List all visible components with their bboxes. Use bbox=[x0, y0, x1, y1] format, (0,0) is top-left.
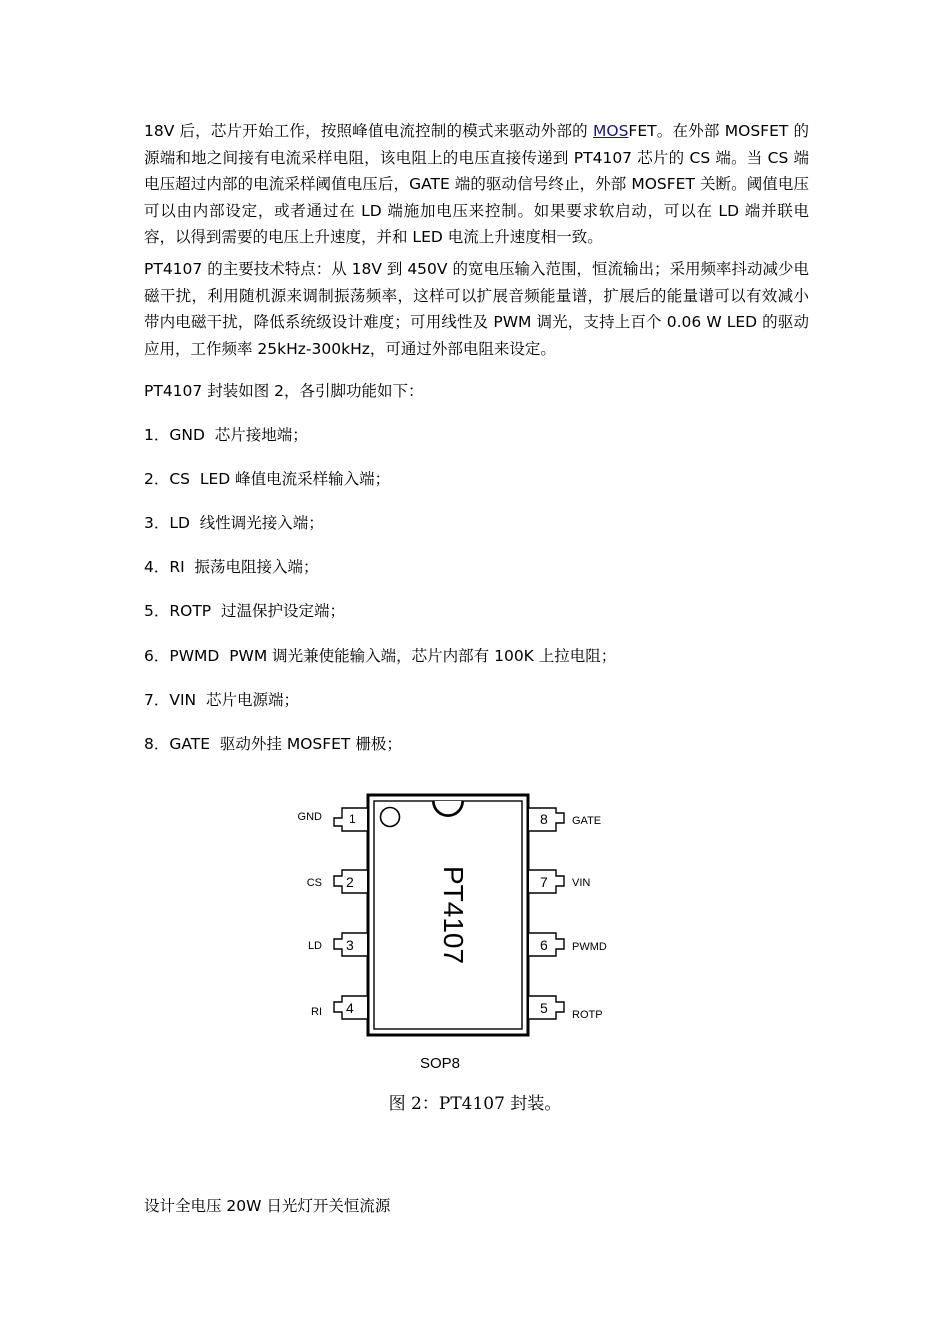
pin-name-gate: GATE bbox=[572, 815, 602, 827]
pin-name-ri: RI bbox=[311, 1006, 322, 1018]
mosfet-link[interactable]: MOS bbox=[593, 122, 629, 140]
pin-list-item: 6．PWMD PWM 调光兼使能输入端，芯片内部有 100K 上拉电阻； bbox=[144, 647, 617, 665]
pin-number-6: 6 bbox=[540, 937, 548, 953]
pin-name-pwmd: PWMD bbox=[572, 941, 607, 953]
pin-list-item: 7．VIN 芯片电源端； bbox=[144, 691, 299, 709]
paragraph-package-intro: PT4107 封装如图 2，各引脚功能如下： bbox=[144, 382, 424, 400]
section-heading: 设计全电压 20W 日光灯开关恒流源 bbox=[144, 1197, 391, 1215]
pin-list-item: 5．ROTP 过温保护设定端； bbox=[144, 602, 346, 620]
pin-name-cs: CS bbox=[306, 877, 322, 889]
right-pin-leads bbox=[529, 808, 564, 1019]
left-pin-leads bbox=[334, 808, 367, 1019]
pin-number-1: 1 bbox=[349, 812, 356, 826]
pin-number-7: 7 bbox=[540, 874, 548, 890]
pin-number-2: 2 bbox=[346, 874, 354, 890]
paragraph-operation-pre: 18V 后，芯片开始工作，按照峰值电流控制的模式来驱动外部的 bbox=[144, 122, 593, 140]
paragraph-features: PT4107 的主要技术特点：从 18V 到 450V 的宽电压输入范围，恒流输出；采用频率抖动减少电磁干扰，利用随机源来调制振荡频率，这样可以扩展音频能量谱，扩展后的能量谱可以有效减小带内电磁干扰，降低系统级设计难度；可用线性及 PWM 调光，支持上百个 0.06 W LED 的驱动应用，工作频率 25kHz-300kHz，可通过外部电阻来设定。 bbox=[144, 260, 809, 358]
pin-number-3: 3 bbox=[346, 937, 354, 953]
pin-name-ld: LD bbox=[307, 940, 322, 952]
pin-list-item: 4．RI 振荡电阻接入端； bbox=[144, 558, 319, 576]
chip-marking: PT4107 bbox=[438, 865, 469, 965]
pin-list-item: 1．GND 芯片接地端； bbox=[144, 426, 308, 444]
pin-name-gnd: GND bbox=[297, 811, 322, 823]
pin-list-item: 8．GATE 驱动外挂 MOSFET 栅极； bbox=[144, 735, 402, 753]
package-label: SOP8 bbox=[419, 1055, 461, 1072]
pin-list-item: 2．CS LED 峰值电流采样输入端； bbox=[144, 470, 391, 488]
pin-number-5: 5 bbox=[540, 1000, 548, 1016]
pin-number-8: 8 bbox=[540, 811, 548, 827]
pin-number-4: 4 bbox=[346, 1000, 354, 1016]
figure-caption: 图 2：PT4107 封装。 bbox=[388, 1094, 562, 1114]
pin-name-rotp: ROTP bbox=[572, 1009, 603, 1021]
pin-name-vin: VIN bbox=[572, 877, 591, 889]
pin-list-item: 3．LD 线性调光接入端； bbox=[144, 514, 324, 532]
paragraph-operation-post: FET。在外部 MOSFET 的源端和地之间接有电流采样电阻，该电阻上的电压直接传递到 PT4107 芯片的 CS 端。当 CS 端电压超过内部的电流采样阈值电压后，GATE 端的驱动信号终止，外部 MOSFET 关断。阈值电压可以由内部设定，或者通过在 LD 端施加电压来控制。如果要求软启动，可以在 LD 端并联电容，以得到需要的电压上升速度，并和 LED 电流上升速度相一致。 bbox=[144, 122, 809, 246]
pin1-marker bbox=[381, 808, 400, 827]
